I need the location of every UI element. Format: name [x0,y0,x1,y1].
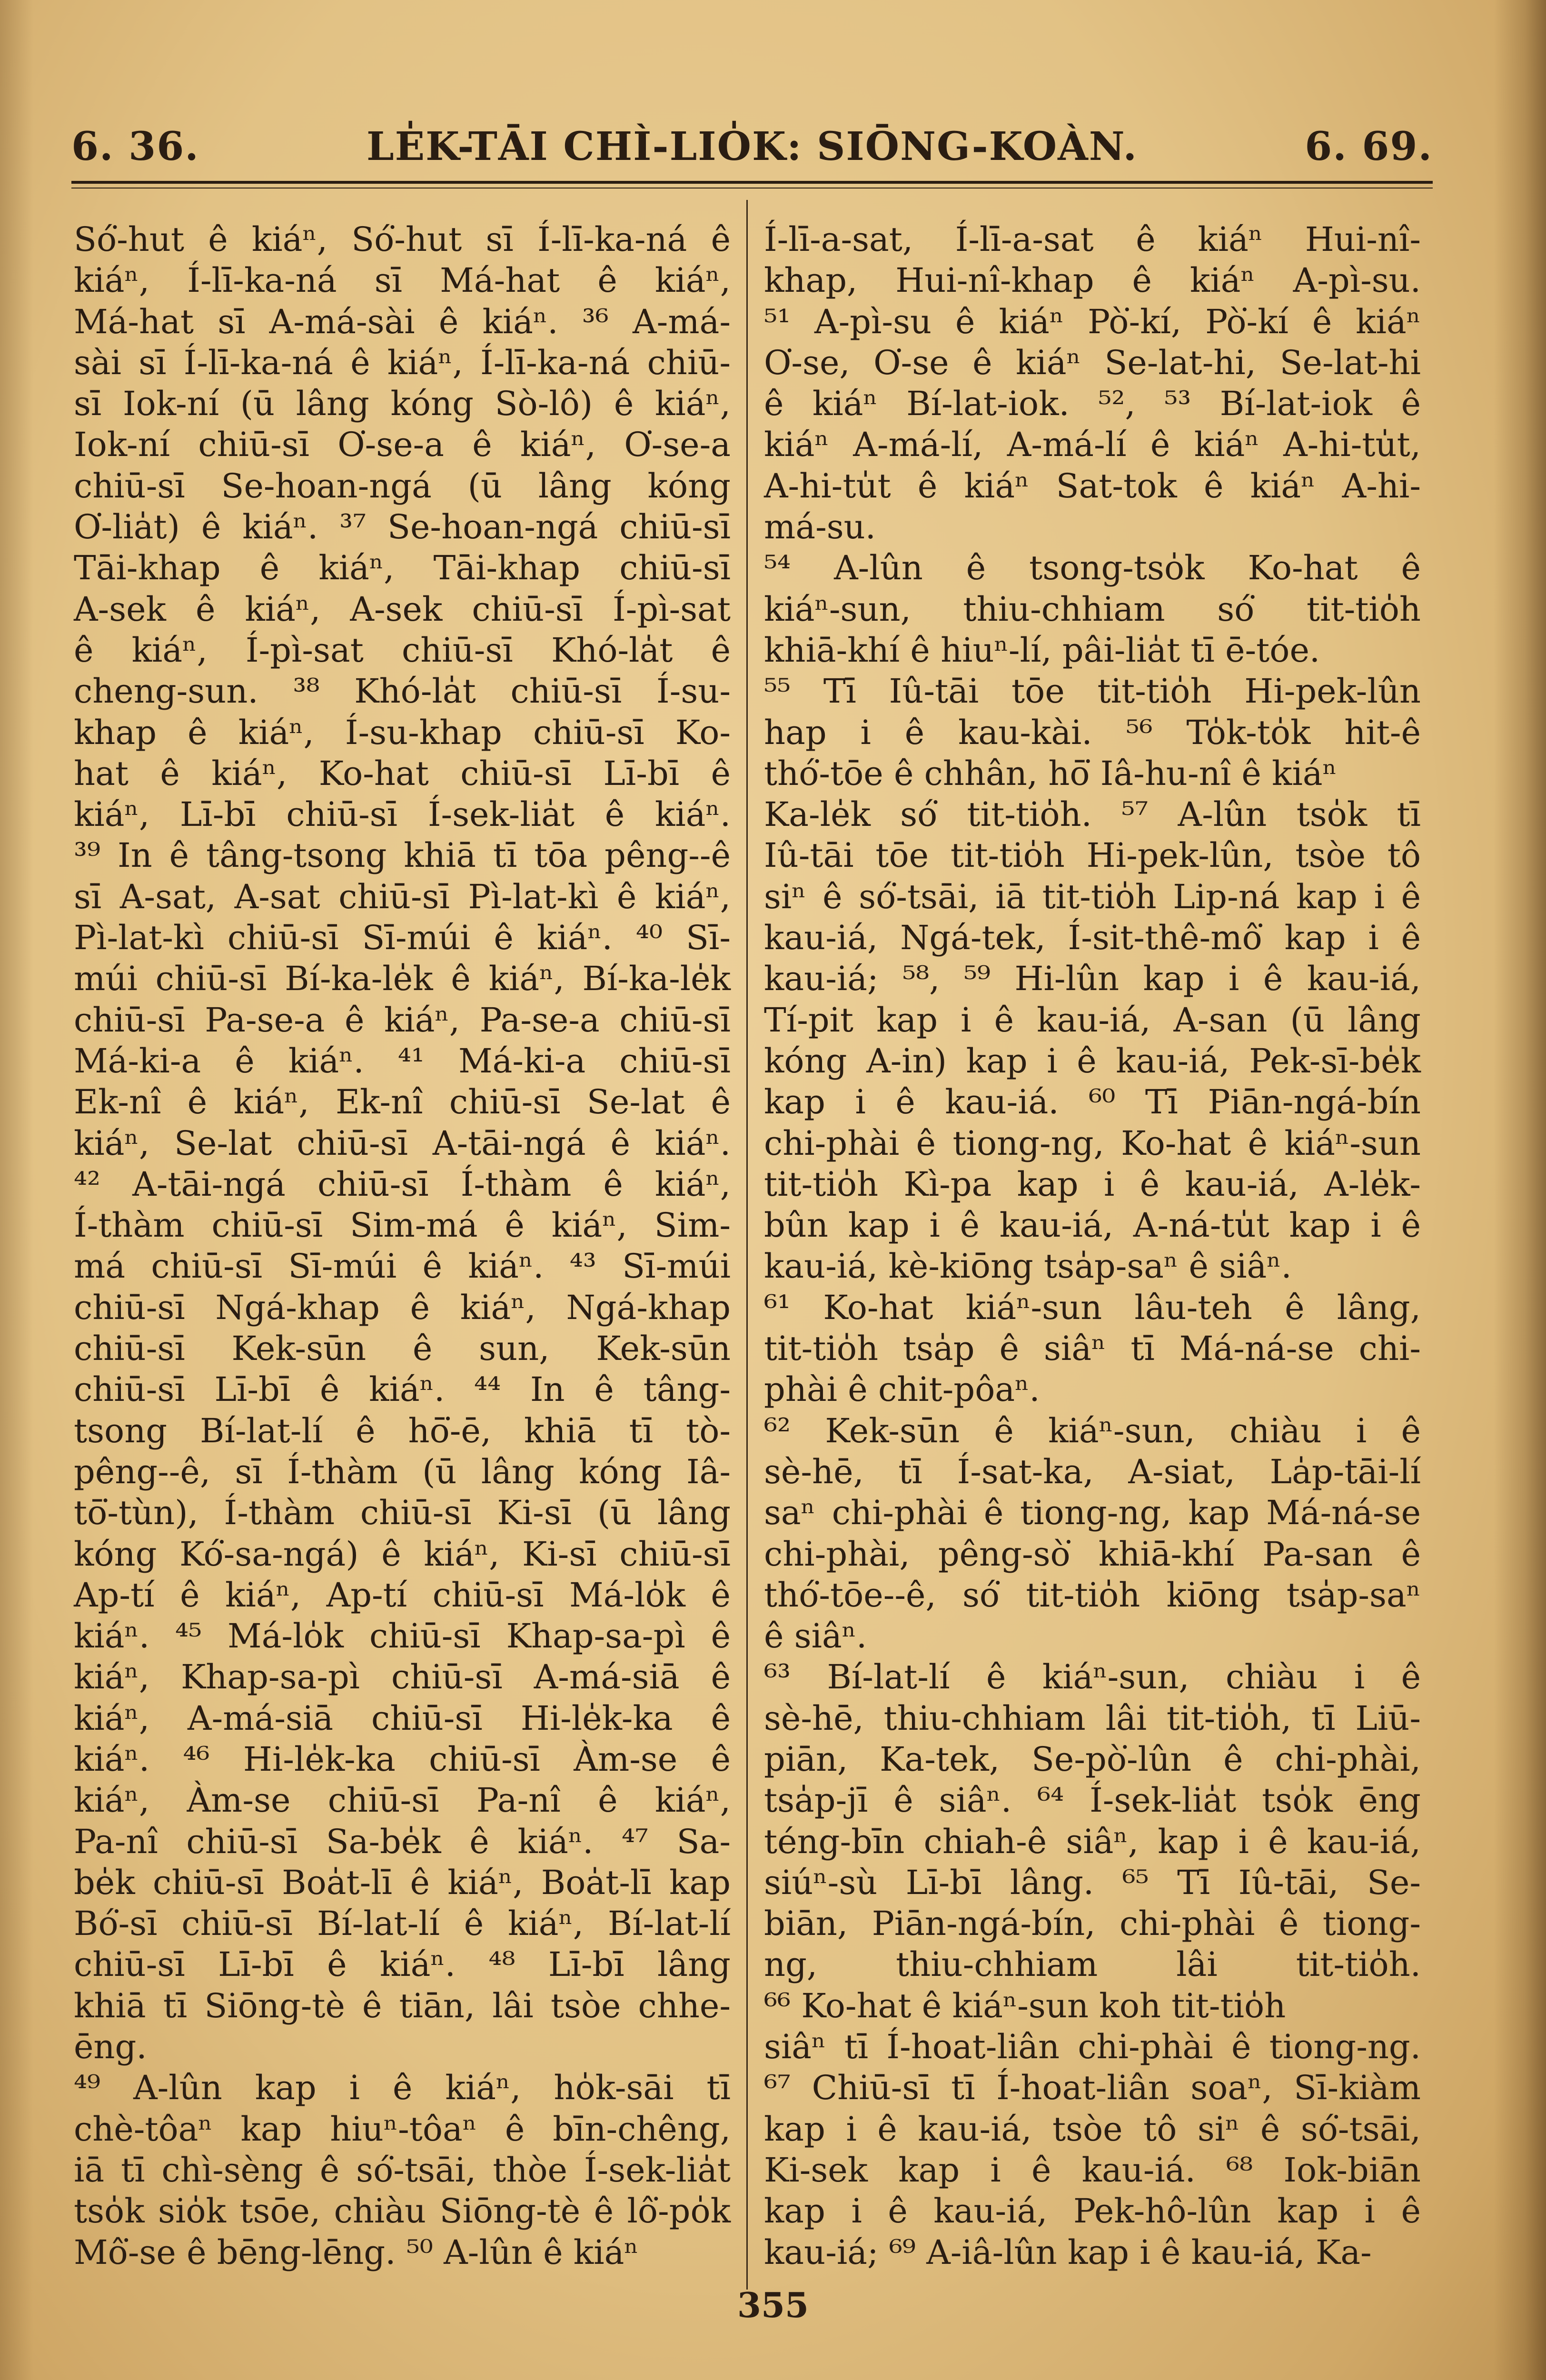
text-line: sài sī Í-lī-ka-ná ê kiáⁿ, Í-lī-ka-ná chiū- [74,343,731,382]
text-line: chi-phài, pêng-sò͘ khiā-khí Pa-san ê [764,1534,1421,1574]
text-line: ³⁹ In ê tâng-tsong khiā tī tōa pêng--ê [74,836,731,875]
text-line: khap, Hui-nî-khap ê kiáⁿ A-pì-su. [764,261,1421,300]
text-line: tō͘-tùn), Í-thàm chiū-sī Ki-sī (ū lâng [74,1493,731,1533]
text-line: Má-hat sī A-má-sài ê kiáⁿ. ³⁶ A-má- [74,302,731,341]
text-line: chiū-sī Lī-bī ê kiáⁿ. ⁴⁸ Lī-bī lâng [74,1945,731,1984]
text-line: Í-lī-a-sat, Í-lī-a-sat ê kiáⁿ Hui-nî- [764,220,1421,259]
header-rule-thick [71,181,1433,184]
text-line: Ka-le̍k só͘ tit-tio̍h. ⁵⁷ A-lûn tso̍k tī [764,795,1421,834]
text-line: kiáⁿ-sun, thiu-chhiam só͘ tit-tio̍h [764,589,1421,629]
text-line: sī Iok-ní (ū lâng kóng Sò-lô) ê kiáⁿ, [74,384,731,424]
header-verse-start: 6. 36. [71,124,199,169]
text-line: ⁴⁹ A-lûn kap i ê kiáⁿ, ho̍k-sāi tī [74,2068,731,2108]
text-line: A-sek ê kiáⁿ, A-sek chiū-sī Í-pì-sat [74,589,731,629]
text-line: Iû-tāi tōe tit-tio̍h Hi-pek-lûn, tsòe tô [764,836,1421,875]
text-line: kau-iá, kè-kiōng tsa̍p-saⁿ ê siâⁿ. [764,1247,1292,1286]
text-line: A-hi-tu̍t ê kiáⁿ Sat-tok ê kiáⁿ A-hi- [764,466,1421,506]
text-line: Iok-ní chiū-sī O͘-se-a ê kiáⁿ, O͘-se-a [74,425,731,465]
text-line: piān, Ka-tek, Se-pò͘-lûn ê chi-phài, [764,1739,1421,1779]
text-line: ê siâⁿ. [764,1616,867,1656]
text-line: kiáⁿ, Se-lat chiū-sī A-tāi-ngá ê kiáⁿ. [74,1123,731,1163]
text-line: kóng A-in) kap i ê kau-iá, Pek-sī-be̍k [764,1041,1421,1081]
text-line: kiáⁿ. ⁴⁶ Hi-le̍k-ka chiū-sī Àm-se ê [74,1739,731,1779]
page-number: 355 [737,2285,809,2325]
text-line: kiáⁿ A-má-lí, A-má-lí ê kiáⁿ A-hi-tu̍t, [764,425,1421,465]
text-line: iā tī chì-sèng ê só͘-tsāi, thòe Í-sek-lia̍t [74,2150,731,2190]
text-line: thó͘-tōe ê chhân, hō͘ Iâ-hu-nî ê kiáⁿ [764,754,1337,793]
text-line: cheng-sun. ³⁸ Khó-la̍t chiū-sī Í-su- [74,672,731,711]
text-line: sè-hē, tī Í-sat-ka, A-siat, La̍p-tāi-lí [764,1452,1421,1491]
text-line: kiáⁿ, Í-lī-ka-ná sī Má-hat ê kiáⁿ, [74,261,731,300]
text-line: ng, thiu-chhiam lâi tit-tio̍h. [764,1945,1421,1984]
page-edge-shadow [1494,0,1546,2380]
text-line: chiū-sī Se-hoan-ngá (ū lâng kóng [74,466,731,506]
text-line: Tí-pit kap i ê kau-iá, A-san (ū lâng [764,1000,1421,1040]
text-line: Bó͘-sī chiū-sī Bí-lat-lí ê kiáⁿ, Bí-lat-lí [74,1904,731,1944]
text-line: ê kiáⁿ Bí-lat-iok. ⁵², ⁵³ Bí-lat-iok ê [764,384,1421,424]
text-line: tit-tio̍h tsa̍p ê siâⁿ tī Má-ná-se chi- [764,1329,1421,1368]
column-divider [746,200,748,2290]
text-line: tsa̍p-jī ê siâⁿ. ⁶⁴ Í-sek-lia̍t tso̍k ēng [764,1781,1421,1820]
left-text-column [74,219,731,2273]
text-line: ⁶³ Bí-lat-lí ê kiáⁿ-sun, chiàu i ê [764,1657,1421,1697]
text-line: ⁶⁶ Ko-hat ê kiáⁿ-sun koh tit-tio̍h [764,1986,1286,2025]
text-line: kap i ê kau-iá, tsòe tô siⁿ ê só͘-tsāi, [764,2109,1421,2149]
text-line: Ap-tí ê kiáⁿ, Ap-tí chiū-sī Má-lo̍k ê [74,1575,731,1615]
text-line: siúⁿ-sù Lī-bī lâng. ⁶⁵ Tī Iû-tāi, Se- [764,1863,1421,1902]
header-verse-end: 6. 69. [1305,124,1433,169]
text-line: múi chiū-sī Bí-ka-le̍k ê kiáⁿ, Bí-ka-le̍k [74,959,731,999]
text-line: siâⁿ tī Í-hoat-liân chi-phài ê tiong-ng. [764,2027,1421,2067]
text-line: kóng Kó͘-sa-ngá) ê kiáⁿ, Ki-sī chiū-sī [74,1534,731,1574]
text-line: téng-bīn chiah-ê siâⁿ, kap i ê kau-iá, [764,1822,1421,1861]
text-line: ⁵⁵ Tī Iû-tāi tōe tit-tio̍h Hi-pek-lûn [764,672,1421,711]
text-line: phài ê chit-pôaⁿ. [764,1370,1040,1409]
text-line: hap i ê kau-kài. ⁵⁶ To̍k-to̍k hit-ê [764,713,1421,752]
text-line: khiā tī Siōng-tè ê tiān, lâi tsòe chhe- [74,1986,731,2025]
text-line: kiáⁿ, Àm-se chiū-sī Pa-nî ê kiáⁿ, [74,1781,731,1820]
text-line: ⁶¹ Ko-hat kiáⁿ-sun lâu-teh ê lâng, [764,1288,1421,1327]
text-line: Tāi-khap ê kiáⁿ, Tāi-khap chiū-sī [74,548,731,588]
text-line: kiáⁿ, A-má-siā chiū-sī Hi-le̍k-ka ê [74,1698,731,1738]
text-line: kap i ê kau-iá, Pek-hô-lûn kap i ê [764,2192,1421,2231]
text-line: chè-tôaⁿ kap hiuⁿ-tôaⁿ ê bīn-chêng, [74,2109,731,2149]
text-line: sè-hē, thiu-chhiam lâi tit-tio̍h, tī Liū- [764,1698,1421,1738]
text-line: kap i ê kau-iá. ⁶⁰ Tī Piān-ngá-bín [764,1082,1421,1122]
text-line: tso̍k sio̍k tsōe, chiàu Siōng-tè ê lô͘-po̍k [74,2192,731,2231]
text-line: ⁶⁷ Chiū-sī tī Í-hoat-liân soaⁿ, Sī-kiàm [764,2068,1421,2108]
running-header [71,119,1433,171]
page-shadow [0,0,33,2380]
text-line: hat ê kiáⁿ, Ko-hat chiū-sī Lī-bī ê [74,754,731,793]
right-text-column [764,219,1421,2273]
text-line: ⁵⁴ A-lûn ê tsong-tso̍k Ko-hat ê [764,548,1421,588]
text-line: kiáⁿ, Lī-bī chiū-sī Í-sek-lia̍t ê kiáⁿ. [74,795,731,834]
text-line: Ek-nî ê kiáⁿ, Ek-nî chiū-sī Se-lat ê [74,1082,731,1122]
text-line: sī A-sat, A-sat chiū-sī Pì-lat-kì ê kiáⁿ, [74,877,731,916]
text-line: O͘-lia̍t) ê kiáⁿ. ³⁷ Se-hoan-ngá chiū-sī [74,507,731,547]
text-line: chiū-sī Ngá-khap ê kiáⁿ, Ngá-khap [74,1288,731,1327]
text-line: Mô͘-se ê bēng-lēng. ⁵⁰ A-lûn ê kiáⁿ [74,2232,639,2272]
text-line: chiū-sī Pa-se-a ê kiáⁿ, Pa-se-a chiū-sī [74,1000,731,1040]
text-line: Má-ki-a ê kiáⁿ. ⁴¹ Má-ki-a chiū-sī [74,1041,731,1081]
text-line: ê kiáⁿ, Í-pì-sat chiū-sī Khó-la̍t ê [74,630,731,670]
text-line: má-su. [764,507,876,547]
header-title: LE̍K-TĀI CHÌ-LIO̍K: SIŌNG-KOÀN. [366,124,1138,169]
text-line: chi-phài ê tiong-ng, Ko-hat ê kiáⁿ-sun [764,1123,1421,1163]
text-line: kau-iá; ⁵⁸, ⁵⁹ Hi-lûn kap i ê kau-iá, [764,959,1421,999]
text-line: siⁿ ê só͘-tsāi, iā tit-tio̍h Lip-ná kap i ê [764,877,1421,916]
text-line: be̍k chiū-sī Boa̍t-lī ê kiáⁿ, Boa̍t-lī kap [74,1863,731,1902]
text-line: tit-tio̍h Kì-pa kap i ê kau-iá, A-le̍k- [764,1164,1421,1204]
text-line: pêng--ê, sī Í-thàm (ū lâng kóng Iâ- [74,1452,731,1491]
text-line: kau-iá; ⁶⁹ A-iâ-lûn kap i ê kau-iá, Ka- [764,2232,1372,2272]
text-line: tsong Bí-lat-lí ê hō͘-ē, khiā tī tò- [74,1411,731,1450]
text-line: Ki-sek kap i ê kau-iá. ⁶⁸ Iok-biān [764,2150,1421,2190]
text-line: khiā-khí ê hiuⁿ-lí, pâi-lia̍t tī ē-tóe. [764,630,1320,670]
text-line: biān, Piān-ngá-bín, chi-phài ê tiong- [764,1904,1421,1944]
text-line: thó͘-tōe--ê, só͘ tit-tio̍h kiōng tsa̍p-saⁿ [764,1575,1421,1615]
text-line: kau-iá, Ngá-tek, Í-sit-thê-mô͘ kap i ê [764,918,1421,958]
text-line: chiū-sī Kek-sūn ê sun, Kek-sūn [74,1329,731,1368]
text-line: saⁿ chi-phài ê tiong-ng, kap Má-ná-se [764,1493,1421,1533]
text-line: ⁶² Kek-sūn ê kiáⁿ-sun, chiàu i ê [764,1411,1421,1450]
text-line: bûn kap i ê kau-iá, A-ná-tu̍t kap i ê [764,1206,1421,1245]
text-line: Pì-lat-kì chiū-sī Sī-múi ê kiáⁿ. ⁴⁰ Sī- [74,918,731,958]
text-line: kiáⁿ, Khap-sa-pì chiū-sī A-má-siā ê [74,1657,731,1697]
text-line: kiáⁿ. ⁴⁵ Má-lo̍k chiū-sī Khap-sa-pì ê [74,1616,731,1656]
text-line: ⁵¹ A-pì-su ê kiáⁿ Pò͘-kí, Pò͘-kí ê kiáⁿ [764,302,1421,341]
text-line: chiū-sī Lī-bī ê kiáⁿ. ⁴⁴ In ê tâng- [74,1370,731,1409]
text-line: khap ê kiáⁿ, Í-su-khap chiū-sī Ko- [74,713,731,752]
text-line: ⁴² A-tāi-ngá chiū-sī Í-thàm ê kiáⁿ, [74,1164,731,1204]
text-line: má chiū-sī Sī-múi ê kiáⁿ. ⁴³ Sī-múi [74,1247,731,1286]
text-line: Í-thàm chiū-sī Sim-má ê kiáⁿ, Sim- [74,1206,731,1245]
text-line: Pa-nî chiū-sī Sa-be̍k ê kiáⁿ. ⁴⁷ Sa- [74,1822,731,1861]
text-line: O͘-se, O͘-se ê kiáⁿ Se-lat-hi, Se-lat-hi [764,343,1421,382]
text-line: Só͘-hut ê kiáⁿ, Só͘-hut sī Í-lī-ka-ná ê [74,220,731,259]
text-line: ēng. [74,2027,147,2067]
